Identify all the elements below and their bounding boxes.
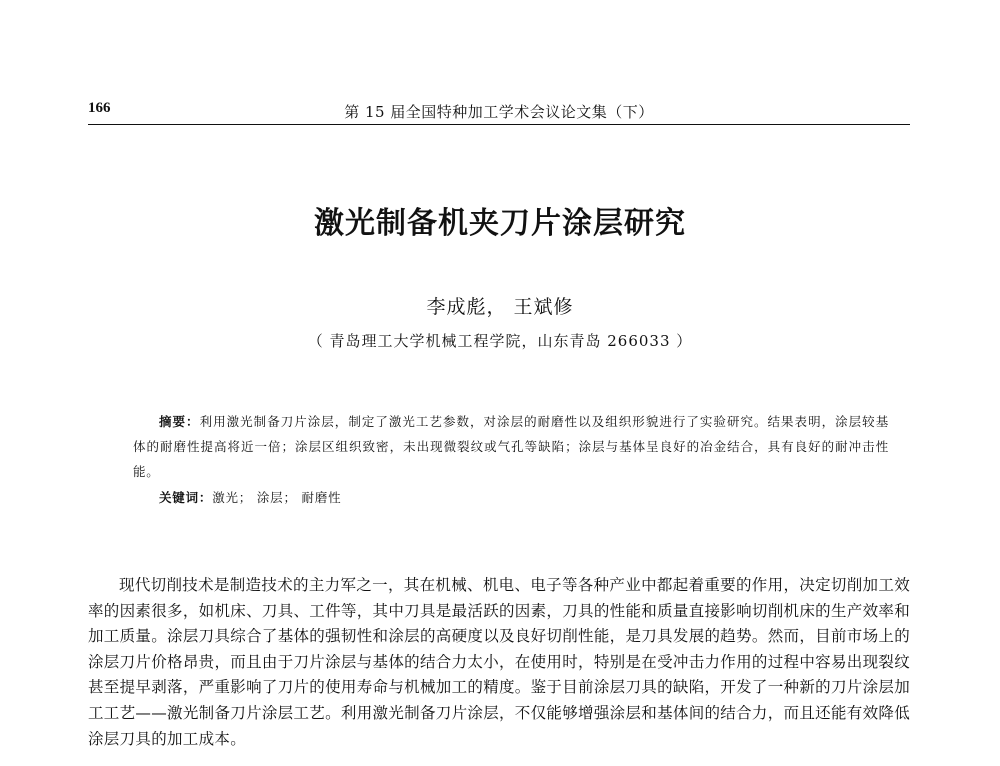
keywords-text: 激光； 涂层； 耐磨性	[212, 490, 342, 505]
authors: 李成彪， 王斌修	[426, 296, 574, 318]
running-header	[88, 100, 910, 125]
page-number: 166	[88, 100, 111, 116]
affiliation: （ 青岛理工大学机械工程学院，山东青岛 266033 ）	[307, 332, 693, 350]
proceedings-title: 第 15 届全国特种加工学术会议论文集（下）	[344, 103, 654, 121]
abstract-label: 摘要：	[159, 414, 200, 429]
abstract-text: 利用激光制备刀片涂层，制定了激光工艺参数，对涂层的耐磨性以及组织形貌进行了实验研究。结果表明，涂层较基体的耐磨性提高将近一倍；涂层区组织致密，未出现微裂纹或气孔等缺陷；涂层与基体呈良好的冶金结合，具有良好的耐冲击性能。	[133, 414, 889, 479]
keywords-label: 关键词：	[159, 490, 213, 505]
abstract	[133, 409, 889, 484]
paper-title: 激光制备机夹刀片涂层研究	[314, 206, 686, 241]
body-paragraph: 现代切削技术是制造技术的主力军之一，其在机械、机电、电子等各种产业中都起着重要的作用，决定切削加工效率的因素很多，如机床、刀具、工件等，其中刀具是最活跃的因素，刀具的性能和质量直接影响切削机床的生产效率和加工质量。涂层刀具综合了基体的强韧性和涂层的高硬度以及良好切削性能，是刀具发展的趋势。然而，目前市场上的涂层刀片价格昂贵，而且由于刀片涂层与基体的结合力太小，在使用时，特别是在受冲击力作用的过程中容易出现裂纹甚至提早剥落，严重影响了刀片的使用寿命与机械加工的精度。鉴于目前涂层刀具的缺陷，开发了一种新的刀片涂层加工工艺——激光制备刀片涂层工艺。利用激光制备刀片涂层，不仅能够增强涂层和基体间的结合力，而且还能有效降低涂层刀具的加工成本。	[88, 576, 910, 748]
keywords	[159, 488, 341, 506]
